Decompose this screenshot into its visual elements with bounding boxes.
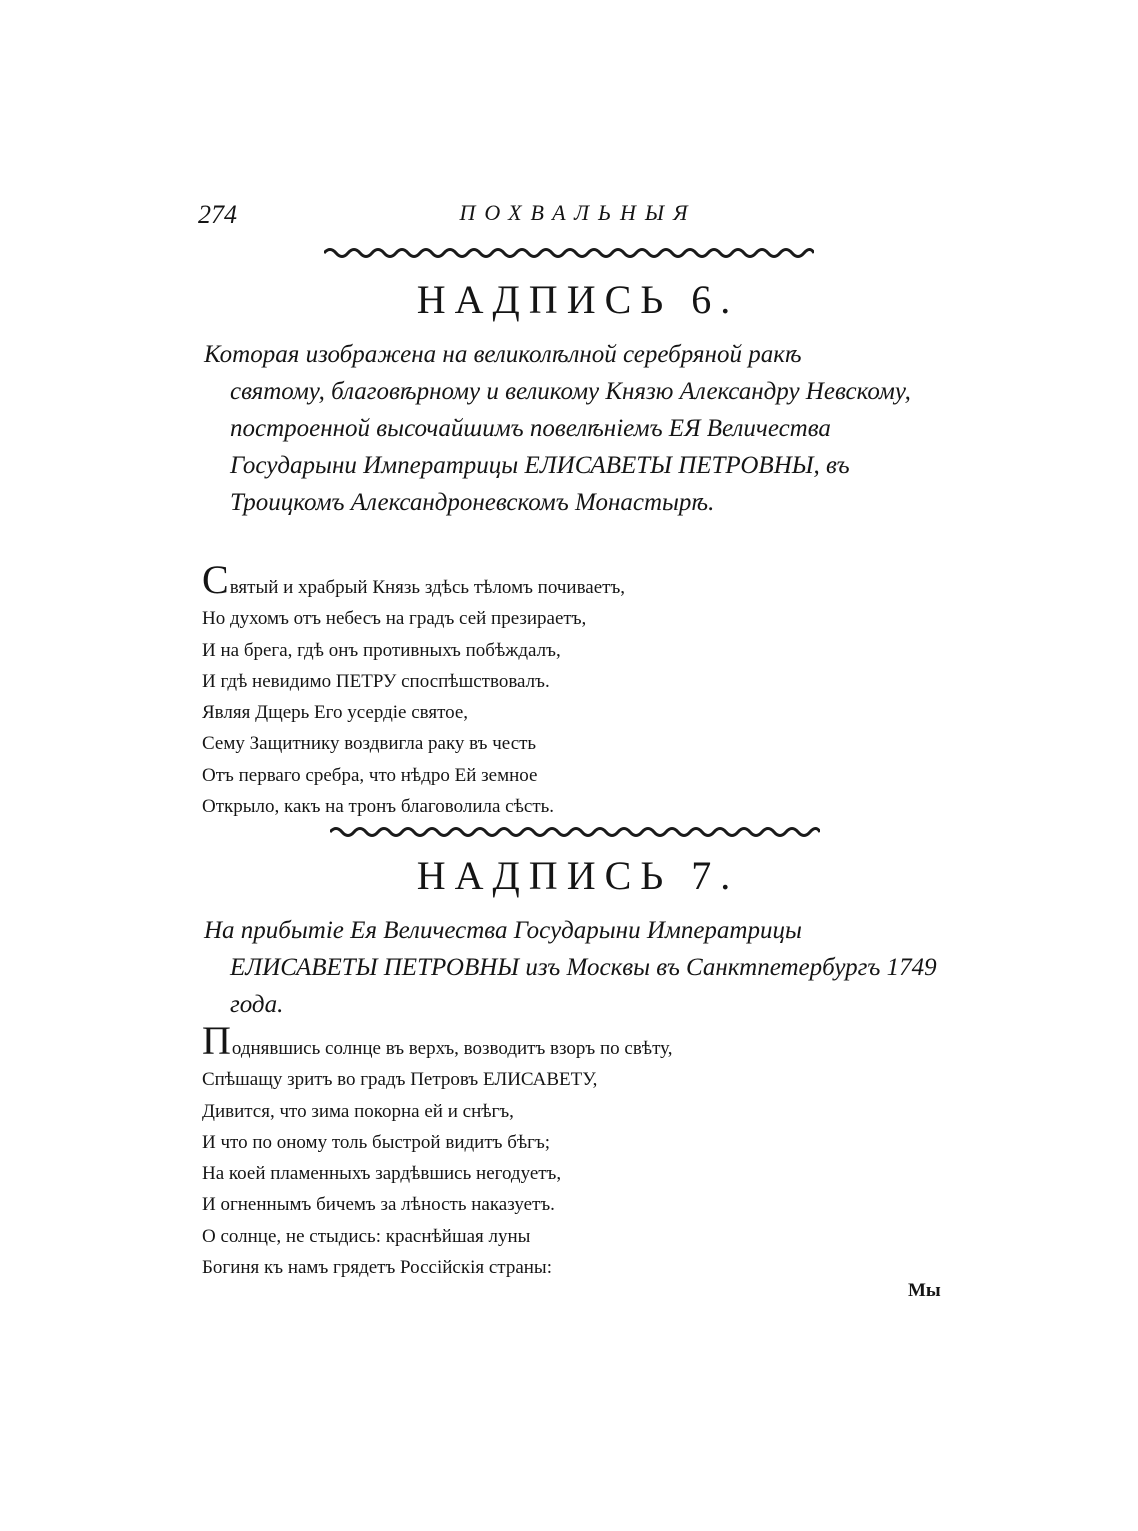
poem-line: О солнце, не стыдись: краснѣйшая луны xyxy=(202,1225,531,1247)
ornamental-divider xyxy=(330,824,820,840)
ornamental-divider xyxy=(324,245,814,261)
poem-line: Отъ перваго сребра, что нѣдро Ей земное xyxy=(202,764,538,786)
inscription-7-heading-rest: ЕЛИСАВЕТЫ ПЕТРОВНЫ изъ Москвы въ Санктпетербургъ 1749 года. xyxy=(230,954,937,1018)
ornament-wave-icon xyxy=(324,245,814,261)
inscription-6-title: НАДПИСЬ 6. xyxy=(416,277,740,322)
poem-line: На коей пламенныхъ зардѣвшись негодуетъ, xyxy=(202,1163,562,1185)
running-head xyxy=(198,200,958,236)
inscription-7-heading xyxy=(204,912,956,1023)
poem-line: Являя Дщерь Его усердiе святое, xyxy=(202,702,469,724)
poem-line: Святый и храбрый Князь здѣсь тѣломъ почиваетъ, xyxy=(202,557,626,602)
poem-line: И что по оному толь быстрой видитъ бѣгъ; xyxy=(202,1131,551,1153)
inscription-7-poem xyxy=(202,1018,952,1283)
inscription-7-heading-first: На прибытiе Ея Величества Государыни Императрицы xyxy=(204,917,802,944)
inscription-7-title: НАДПИСЬ 7. xyxy=(416,853,740,898)
inscription-6-poem xyxy=(202,557,952,822)
catchword: Мы xyxy=(908,1280,941,1301)
inscription-6-heading-first: Которая изображена на великолѣлной серебряной ракѣ xyxy=(204,341,802,368)
running-title: ПОХВАЛЬНЫЯ xyxy=(459,200,697,225)
poem-line: Дивится, что зима покорна ей и снѣгъ, xyxy=(202,1100,514,1122)
inscription-6-heading-rest: святому, благовѣрному и великому Князю Александру Невскому, построенной высочайшимъ повелѣнiемъ ЕЯ Величества Государыни Императрицы ЕЛИСАВЕТЫ ПЕТРОВНЫ, въ Троицкомъ Александроневскомъ Монастырѣ. xyxy=(230,378,911,516)
poem-line: Спѣшащу зритъ во градъ Петровъ ЕЛИСАВЕТУ, xyxy=(202,1069,598,1091)
page-number: 274 xyxy=(198,200,237,229)
poem-line: Но духомъ отъ небесъ на градъ сей презираетъ, xyxy=(202,608,587,630)
poem-line: И огненнымъ бичемъ за лѣность наказуетъ. xyxy=(202,1194,555,1216)
poem-line: И гдѣ невидимо ПЕТРУ споспѣшствовалъ. xyxy=(202,670,550,692)
poem-line: Богиня къ намъ грядетъ Россiйскiя страны: xyxy=(202,1257,552,1279)
poem-line: Открыло, какъ на тронъ благоволила сѣсть. xyxy=(202,796,555,818)
inscription-6-heading xyxy=(204,336,956,521)
poem-line: Поднявшись солнце въ верхъ, возводитъ взоръ по свѣту, xyxy=(202,1018,673,1063)
poem-line: Сему Защитнику воздвигла раку въ честь xyxy=(202,733,537,755)
poem-line: И на брега, гдѣ онъ противныхъ побѣждалъ, xyxy=(202,639,561,661)
ornament-wave-icon xyxy=(330,824,820,840)
